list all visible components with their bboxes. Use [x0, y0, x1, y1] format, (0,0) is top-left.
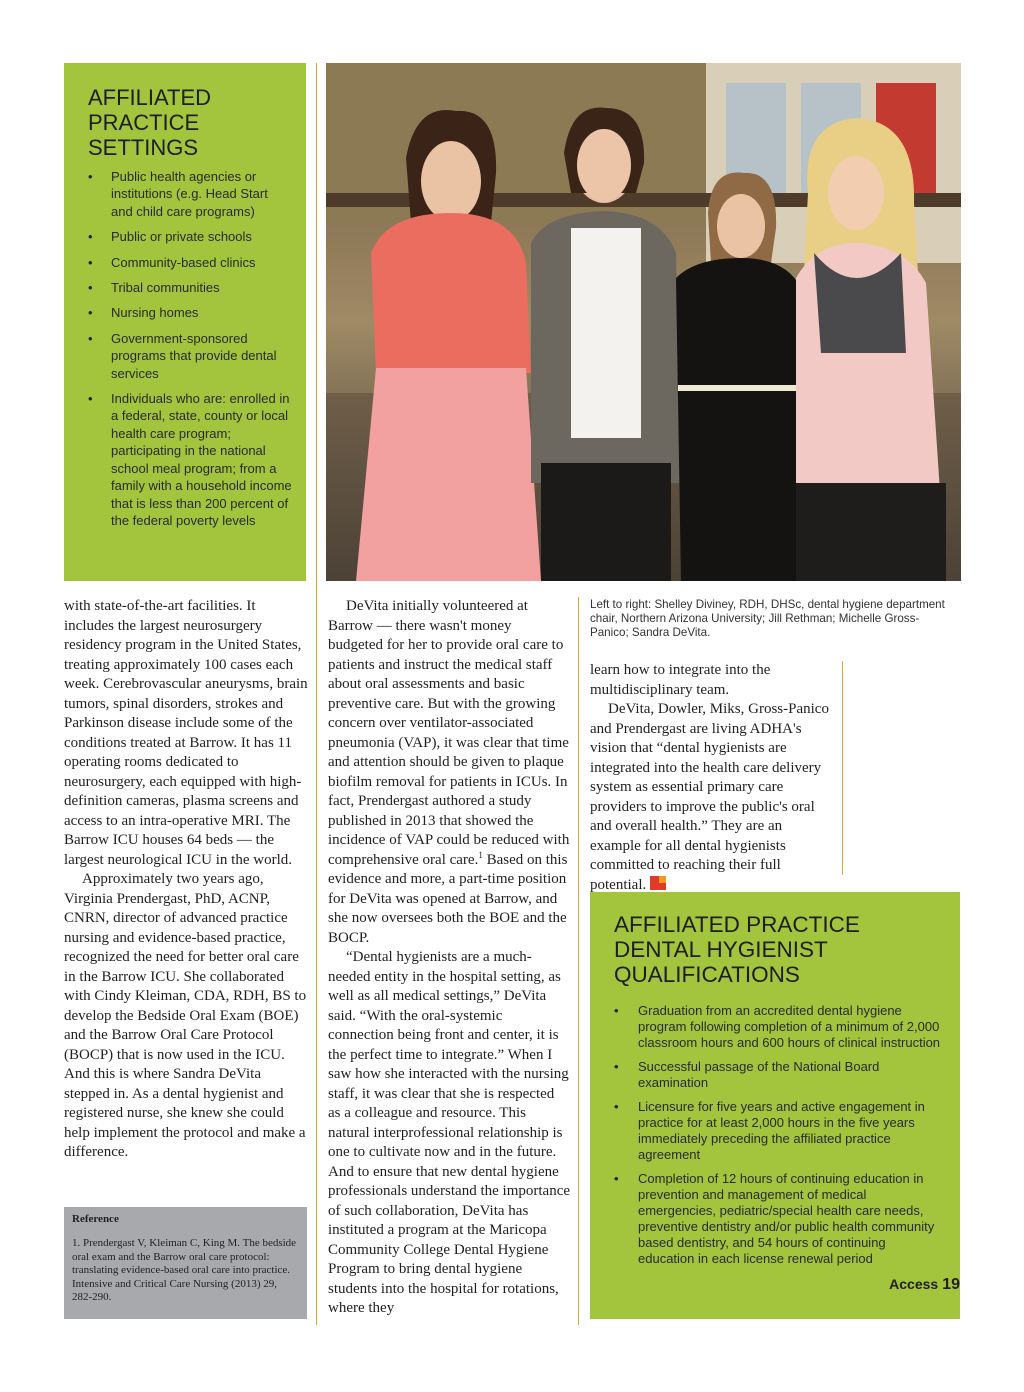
- settings-list-item: • Tribal communities: [88, 279, 292, 296]
- settings-list-item: • Nursing homes: [88, 304, 292, 321]
- article-paragraph: [328, 597, 570, 948]
- article-paragraph: with state-of-the-art facilities. It includes the largest neurosurgery residency program in the United States, treating approximately 100 cases each week. Cerebrovascular aneurysms, brain tumors, spinal disorders, strokes and Parkinson disease include some of the conditions treated at Barrow. It has 11 operating rooms dedicated to neurosurgery, each equipped with high-definition cameras, plasma screens and access to an intra-operative MRI. The Barrow ICU houses 64 beds — the largest neurological ICU in the world.: [64, 598, 308, 868]
- photo-caption: Left to right: Shelley Diviney, RDH, DHSc, dental hygiene department chair, Northern Arizona University; Jill Rethman; Michelle Gross-Panico; Sandra DeVita.: [590, 598, 945, 639]
- page-folio: [889, 1276, 960, 1294]
- paragraph-text: DeVita initially volunteered at Barrow — there wasn't money budgeted for her to provide oral care to patients and instruct the medical staff about oral assessments and basic preventive care. But with the growing concern over ventilator-associated pneumonia (VAP), it was clear that time and attention should be given to plaque biofilm removal for patients in ICUs. In fact, Prendergast authored a study published in 2013 that showed the incidence of VAP could be reduced with comprehensive oral care.: [328, 598, 570, 868]
- group-photo: [326, 63, 961, 581]
- article-paragraph: “Dental hygienists are a much-needed entity in the hospital setting, as well as all medical settings,” DeVita said. “With the oral-systemic connection being front and center, it is the perfect time to integrate.” When I saw how she interacted with the nursing staff, it was clear that she is respected as a colleague and resource. This natural interprofessional relationship is one to cultivate now and in the future. And to ensure that new dental hygiene professionals understand the importance of such collaboration, DeVita has instituted a program at the Maricopa Community College Dental Hygiene Program to bring dental hygiene students into the hospital for rotations, where they: [328, 949, 571, 1316]
- reference-superscript: 1: [478, 849, 483, 860]
- article-paragraph: learn how to integrate into the multidisciplinary team.: [590, 662, 771, 698]
- settings-title-line: AFFILIATED: [88, 85, 212, 110]
- reference-title: Reference: [72, 1213, 119, 1225]
- settings-sidebar-title: [88, 85, 292, 160]
- qualifications-list: [614, 1003, 944, 1267]
- article-column-3: [590, 661, 830, 895]
- settings-title-line: PRACTICE: [88, 110, 200, 135]
- reference-text: 1. Prendergast V, Kleiman C, King M. The bedside oral exam and the Barrow oral care protocol: translating evidence-based oral care into practice. Intensive and Critical Care Nursing (2013) 29, 282-290.: [72, 1237, 297, 1304]
- article-column-2: [328, 597, 570, 1319]
- end-of-article-square-icon: [650, 876, 666, 890]
- settings-list-item: • Government-sponsored programs that provide dental services: [88, 330, 292, 382]
- qualifications-title-line: AFFILIATED PRACTICE: [614, 912, 860, 937]
- article-column-1: [64, 597, 308, 1163]
- page-number: 19: [942, 1276, 960, 1293]
- qualifications-list-item: • Successful passage of the National Board examination: [614, 1059, 944, 1091]
- qualifications-title-line: QUALIFICATIONS: [614, 962, 800, 987]
- settings-list-item: • Community-based clinics: [88, 254, 292, 271]
- settings-sidebar: [64, 63, 306, 581]
- qualifications-list-item: • Graduation from an accredited dental hygiene program following completion of a minimum of 2,000 classroom hours and 600 hours of clinical instruction: [614, 1003, 944, 1051]
- qualifications-list-item: • Completion of 12 hours of continuing education in prevention and management of medical emergencies, pediatric/special health care needs, preventive dentistry and/or public health community based dentistry, and 54 hours of continuing education in each license renewal period: [614, 1171, 944, 1267]
- paragraph-text: DeVita, Dowler, Miks, Gross-Panico and Prendergast are living ADHA's vision that “dental hygienists are integrated into the health care delivery system as essential primary care providers to improve the public's oral and overall health.” They are an example for all dental hygienists committed to reaching their full potential.: [590, 701, 829, 893]
- column-rule: [578, 597, 579, 1325]
- article-paragraph: [590, 700, 830, 895]
- settings-list-item: • Public health agencies or institutions (e.g. Head Start and child care programs): [88, 168, 292, 220]
- qualifications-box: [590, 892, 960, 1319]
- article-paragraph: Approximately two years ago, Virginia Prendergast, PhD, ACNP, CNRN, director of advanced practice nursing and evidence-based practice, recognized the need for better oral care in the Barrow ICU. She collaborated with Cindy Kleiman, CDA, RDH, BS to develop the Bedside Oral Exam (BOE) and the Barrow Oral Care Protocol (BOCP) that is now used in the ICU. And this is where Sandra DeVita stepped in. As a dental hygienist and registered nurse, she knew she could help implement the protocol and make a difference.: [64, 871, 307, 1160]
- qualifications-list-item: • Licensure for five years and active engagement in practice for at least 2,000 hours in the five years immediately preceding the affiliated practice agreement: [614, 1099, 944, 1163]
- column-rule: [842, 661, 843, 875]
- settings-title-line: SETTINGS: [88, 135, 199, 160]
- settings-list: [88, 168, 292, 529]
- magazine-name: Access: [889, 1276, 939, 1292]
- column-rule: [316, 63, 317, 1325]
- qualifications-title: [614, 912, 944, 987]
- settings-list-item: • Individuals who are: enrolled in a federal, state, county or local health care program; participating in the national school meal program; from a family with a household income that is less than 200 percent of the federal poverty levels: [88, 390, 292, 529]
- reference-box: [64, 1207, 307, 1319]
- qualifications-title-line: DENTAL HYGIENIST: [614, 937, 828, 962]
- settings-list-item: • Public or private schools: [88, 228, 292, 245]
- paragraph-text: Based on this evidence and more, a part-time position for DeVita was opened at Barrow, and she now oversees both the BOE and the BOCP.: [328, 851, 568, 946]
